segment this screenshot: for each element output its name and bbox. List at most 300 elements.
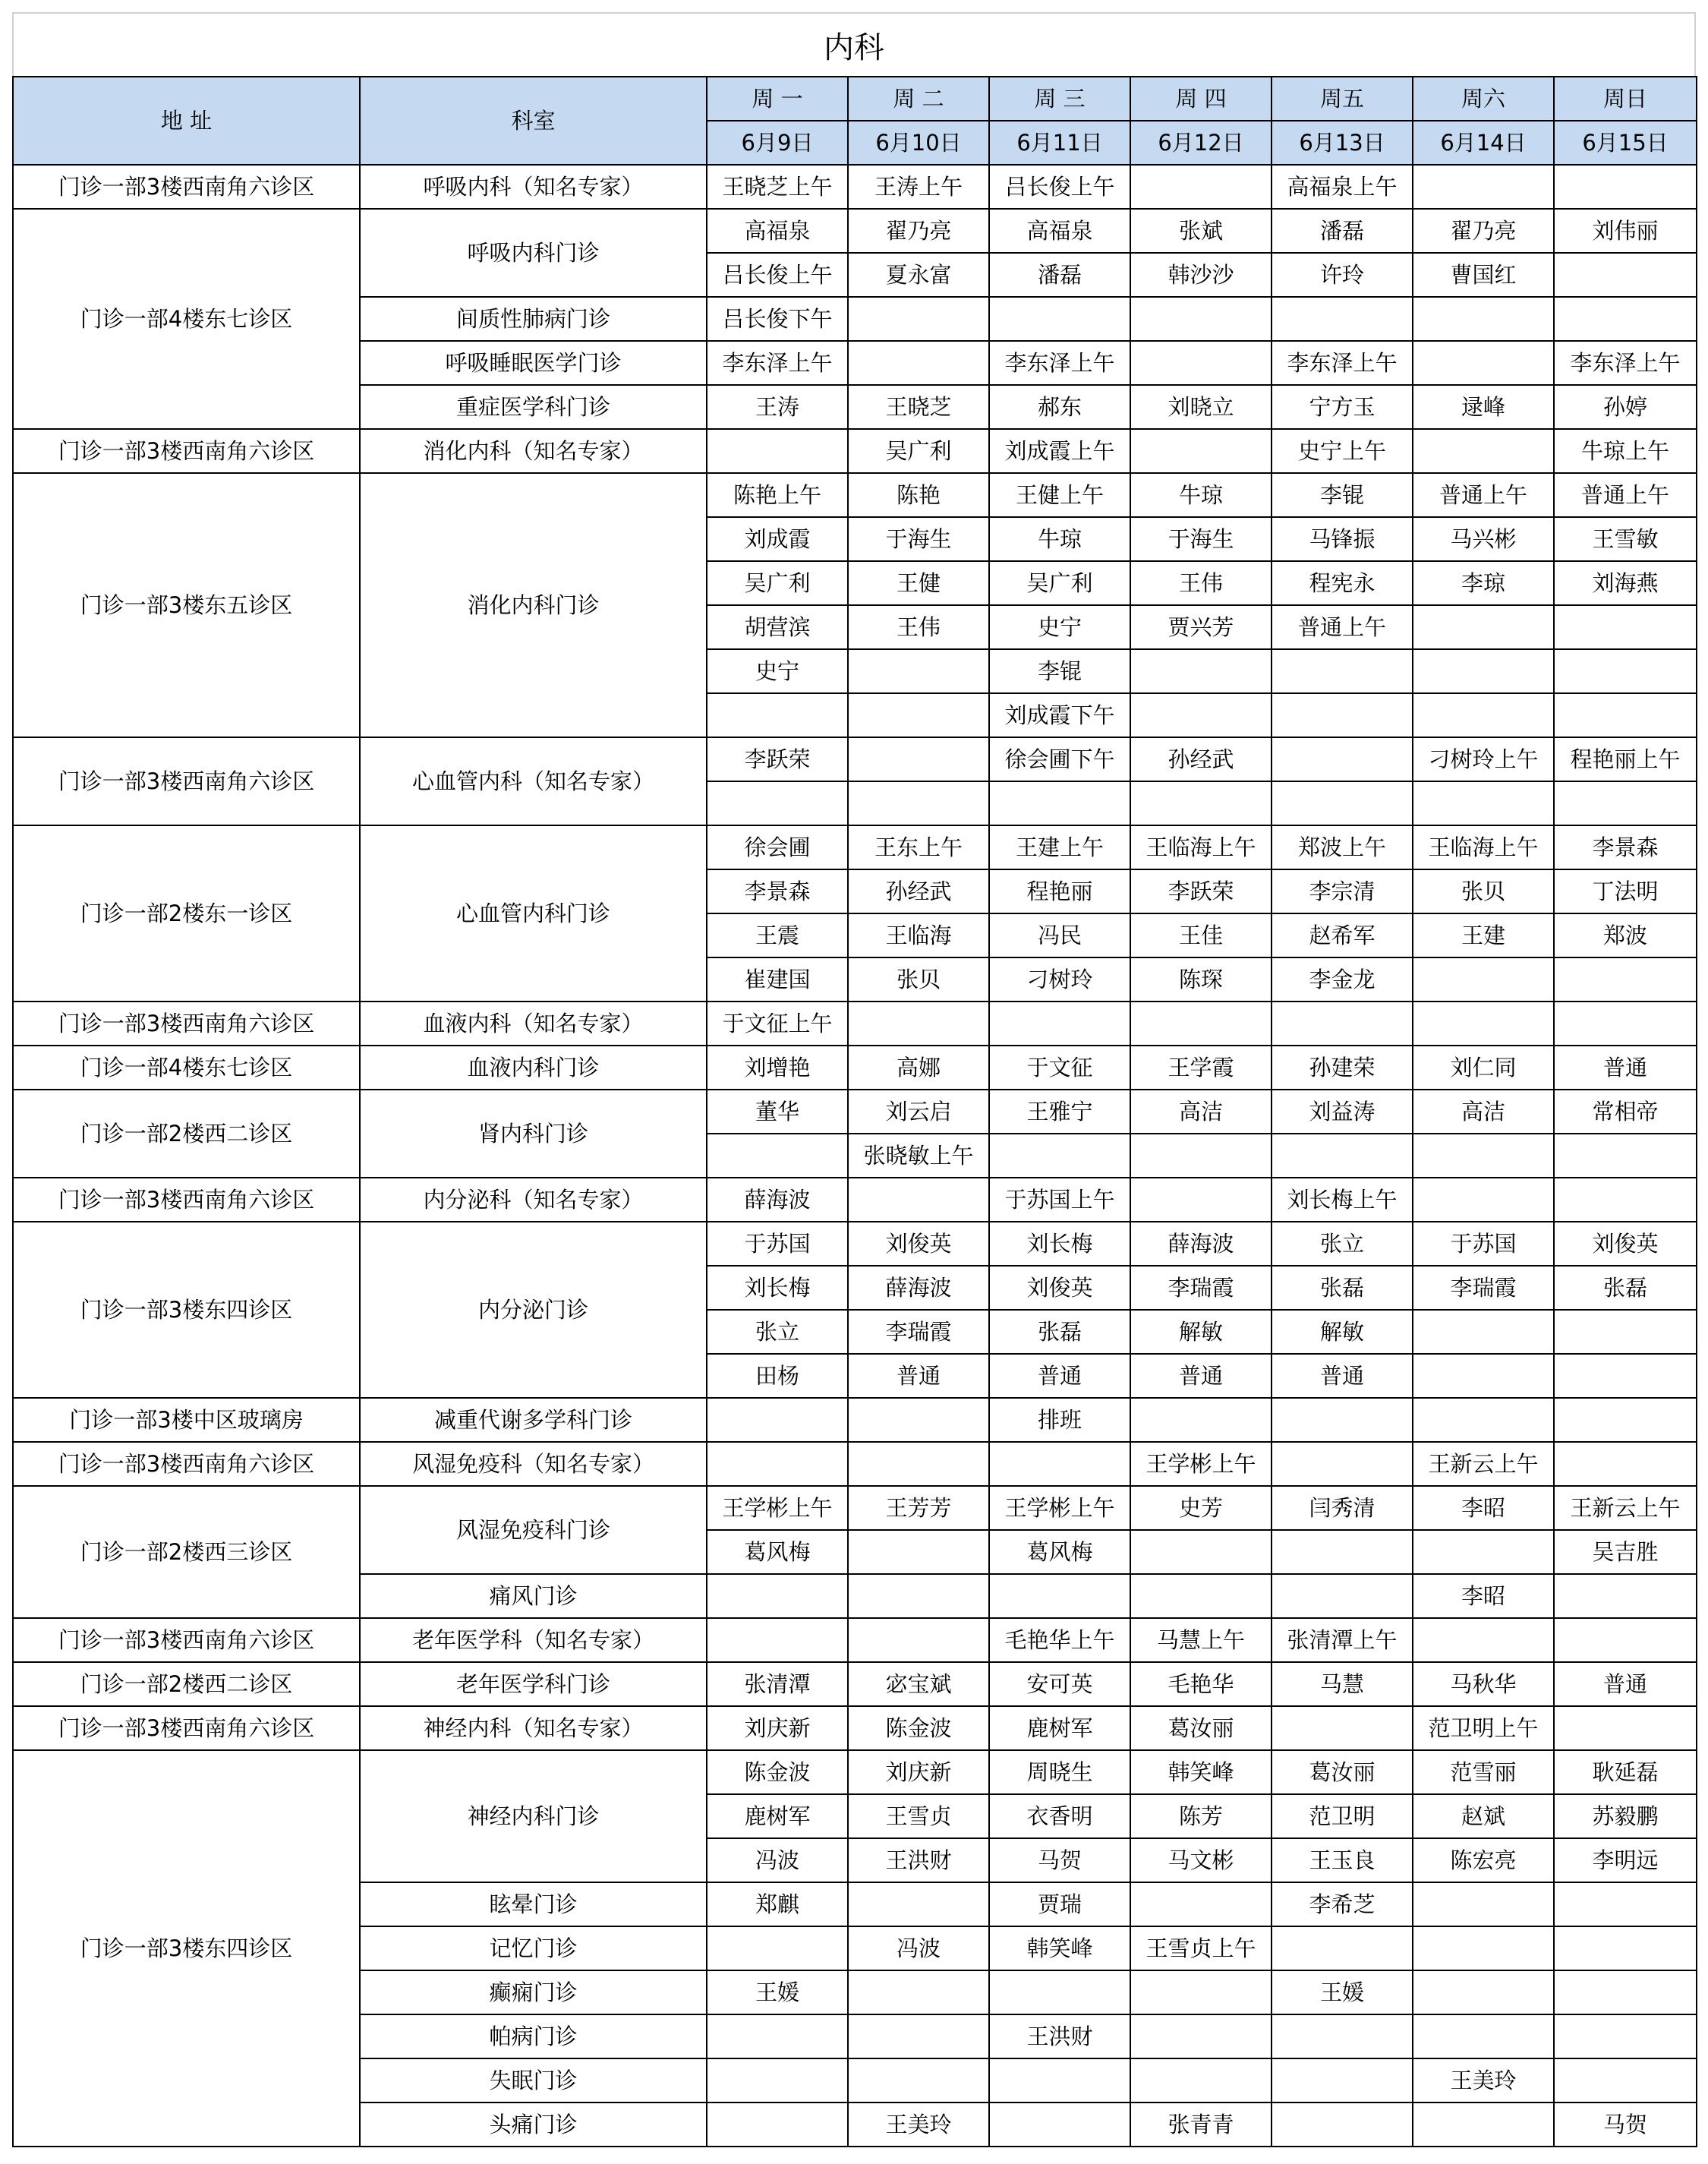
doctor-cell [1554, 1970, 1697, 2014]
address-cell: 门诊一部3楼西南角六诊区 [13, 1618, 360, 1662]
doctor-cell: 徐会圃 [707, 825, 848, 869]
doctor-cell [1554, 1178, 1697, 1222]
doctor-cell: 王媛 [707, 1970, 848, 2014]
table-row [13, 1486, 1697, 1530]
doctor-cell: 刘增艳 [707, 1046, 848, 1090]
doctor-cell: 刘晓立 [1130, 385, 1272, 429]
doctor-cell: 韩沙沙 [1130, 253, 1272, 297]
department-cell: 帕病门诊 [360, 2014, 707, 2058]
doctor-cell: 王涛 [707, 385, 848, 429]
doctor-cell: 王美玲 [1413, 2058, 1554, 2102]
doctor-cell [1130, 2058, 1272, 2102]
doctor-cell: 潘磊 [989, 253, 1130, 297]
doctor-cell [848, 649, 989, 693]
doctor-cell: 解敏 [1272, 1310, 1413, 1354]
doctor-cell: 李明远 [1554, 1838, 1697, 1882]
date-header: 6月15日 [1554, 121, 1697, 165]
address-cell: 门诊一部3楼东四诊区 [13, 1750, 360, 2147]
table-row [13, 1046, 1697, 1090]
doctor-cell [1413, 649, 1554, 693]
doctor-cell [1554, 1574, 1697, 1618]
table-row [13, 825, 1697, 869]
doctor-cell: 王建 [1413, 913, 1554, 957]
table-row [13, 473, 1697, 517]
doctor-cell [1272, 1706, 1413, 1750]
doctor-cell: 王健上午 [989, 473, 1130, 517]
doctor-cell: 张磊 [989, 1310, 1130, 1354]
doctor-cell: 于文征 [989, 1046, 1130, 1090]
doctor-cell: 韩笑峰 [989, 1926, 1130, 1970]
day-header: 周日 [1554, 77, 1697, 121]
doctor-cell: 王晓芝上午 [707, 165, 848, 209]
doctor-cell [1413, 1530, 1554, 1574]
department-cell: 呼吸内科门诊 [360, 209, 707, 297]
doctor-cell [848, 1442, 989, 1486]
doctor-cell: 刘云启 [848, 1090, 989, 1134]
doctor-cell: 马秋华 [1413, 1662, 1554, 1706]
doctor-cell: 王洪财 [989, 2014, 1130, 2058]
doctor-cell: 解敏 [1130, 1310, 1272, 1354]
date-header: 6月14日 [1413, 121, 1554, 165]
doctor-cell: 于文征上午 [707, 1002, 848, 1046]
doctor-cell: 薛海波 [1130, 1222, 1272, 1266]
doctor-cell [848, 2014, 989, 2058]
department-cell: 神经内科（知名专家） [360, 1706, 707, 1750]
doctor-cell: 李东泽上午 [1554, 341, 1697, 385]
doctor-cell [1130, 1970, 1272, 2014]
doctor-cell: 闫秀清 [1272, 1486, 1413, 1530]
doctor-cell: 张清潭 [707, 1662, 848, 1706]
doctor-cell [1554, 1354, 1697, 1398]
doctor-cell [707, 1618, 848, 1662]
doctor-cell: 李希芝 [1272, 1882, 1413, 1926]
doctor-cell: 王临海上午 [1413, 825, 1554, 869]
doctor-cell: 牛琼 [1130, 473, 1272, 517]
doctor-cell: 吴吉胜 [1554, 1530, 1697, 1574]
doctor-cell: 王临海上午 [1130, 825, 1272, 869]
department-cell: 失眠门诊 [360, 2058, 707, 2102]
doctor-cell: 李琼 [1413, 561, 1554, 605]
page-title: 内科 [12, 12, 1696, 76]
doctor-cell: 冯波 [848, 1926, 989, 1970]
doctor-cell: 刘庆新 [707, 1706, 848, 1750]
table-row [13, 209, 1697, 253]
doctor-cell: 赵希军 [1272, 913, 1413, 957]
table-row [13, 429, 1697, 473]
doctor-cell [1413, 1354, 1554, 1398]
doctor-cell [1413, 605, 1554, 649]
doctor-cell: 李昭 [1413, 1486, 1554, 1530]
table-body [13, 165, 1697, 2147]
address-cell: 门诊一部4楼东七诊区 [13, 1046, 360, 1090]
department-cell: 神经内科门诊 [360, 1750, 707, 1882]
doctor-cell: 郑波上午 [1272, 825, 1413, 869]
address-cell: 门诊一部3楼西南角六诊区 [13, 165, 360, 209]
doctor-cell: 鹿树军 [707, 1794, 848, 1838]
day-header: 周 一 [707, 77, 848, 121]
doctor-cell [1130, 297, 1272, 341]
department-cell: 记忆门诊 [360, 1926, 707, 1970]
doctor-cell: 王健 [848, 561, 989, 605]
doctor-cell: 鹿树军 [989, 1706, 1130, 1750]
doctor-cell: 马文彬 [1130, 1838, 1272, 1882]
doctor-cell: 于苏国 [1413, 1222, 1554, 1266]
doctor-cell: 吴广利 [707, 561, 848, 605]
doctor-cell: 李锟 [1272, 473, 1413, 517]
doctor-cell: 刘成霞上午 [989, 429, 1130, 473]
doctor-cell: 王学彬上午 [989, 1486, 1130, 1530]
doctor-cell: 普通 [1272, 1354, 1413, 1398]
department-cell: 风湿免疫科（知名专家） [360, 1442, 707, 1486]
doctor-cell: 董华 [707, 1090, 848, 1134]
doctor-cell: 李锟 [989, 649, 1130, 693]
doctor-cell: 史宁上午 [1272, 429, 1413, 473]
doctor-cell [1413, 1310, 1554, 1354]
doctor-cell: 王伟 [848, 605, 989, 649]
doctor-cell [1413, 1970, 1554, 2014]
doctor-cell: 冯民 [989, 913, 1130, 957]
doctor-cell [1413, 1178, 1554, 1222]
table-row [13, 165, 1697, 209]
doctor-cell [1554, 2014, 1697, 2058]
doctor-cell: 张立 [707, 1310, 848, 1354]
doctor-cell: 王学彬上午 [1130, 1442, 1272, 1486]
doctor-cell [848, 297, 989, 341]
doctor-cell [1554, 1926, 1697, 1970]
department-cell: 老年医学科门诊 [360, 1662, 707, 1706]
doctor-cell: 王新云上午 [1554, 1486, 1697, 1530]
address-cell: 门诊一部3楼东五诊区 [13, 473, 360, 737]
doctor-cell: 李瑞霞 [1130, 1266, 1272, 1310]
doctor-cell [848, 1970, 989, 2014]
doctor-cell [1554, 1882, 1697, 1926]
doctor-cell: 程宪永 [1272, 561, 1413, 605]
doctor-cell [1554, 1398, 1697, 1442]
doctor-cell: 高福泉 [707, 209, 848, 253]
doctor-cell: 刘海燕 [1554, 561, 1697, 605]
date-header: 6月10日 [848, 121, 989, 165]
doctor-cell [1130, 2014, 1272, 2058]
doctor-cell [1272, 2102, 1413, 2147]
doctor-cell: 赵斌 [1413, 1794, 1554, 1838]
address-cell: 门诊一部2楼西三诊区 [13, 1486, 360, 1618]
doctor-cell [1554, 957, 1697, 1002]
doctor-cell: 韩笑峰 [1130, 1750, 1272, 1794]
department-cell: 血液内科门诊 [360, 1046, 707, 1090]
doctor-cell [1272, 693, 1413, 737]
table-row [13, 1750, 1697, 1794]
doctor-cell: 马锋振 [1272, 517, 1413, 561]
doctor-cell: 马慧 [1272, 1662, 1413, 1706]
table-row [13, 1442, 1697, 1486]
doctor-cell: 排班 [989, 1398, 1130, 1442]
doctor-cell [989, 1002, 1130, 1046]
doctor-cell: 张立 [1272, 1222, 1413, 1266]
address-cell: 门诊一部3楼西南角六诊区 [13, 429, 360, 473]
department-cell: 呼吸睡眠医学门诊 [360, 341, 707, 385]
doctor-cell [1272, 1926, 1413, 1970]
doctor-cell: 刘长梅 [707, 1266, 848, 1310]
doctor-cell [1272, 737, 1413, 781]
doctor-cell: 常相帝 [1554, 1090, 1697, 1134]
doctor-cell: 贾兴芳 [1130, 605, 1272, 649]
doctor-cell: 王洪财 [848, 1838, 989, 1882]
doctor-cell [1130, 1002, 1272, 1046]
department-cell: 内分泌科（知名专家） [360, 1178, 707, 1222]
doctor-cell: 高洁 [1413, 1090, 1554, 1134]
doctor-cell: 耿延磊 [1554, 1750, 1697, 1794]
doctor-cell: 郑麒 [707, 1882, 848, 1926]
doctor-cell: 吴广利 [848, 429, 989, 473]
doctor-cell: 高福泉上午 [1272, 165, 1413, 209]
doctor-cell: 陈琛 [1130, 957, 1272, 1002]
schedule-sheet [12, 12, 1696, 2147]
table-row [13, 1662, 1697, 1706]
doctor-cell: 张斌 [1130, 209, 1272, 253]
doctor-cell [707, 693, 848, 737]
doctor-cell: 王学霞 [1130, 1046, 1272, 1090]
table-header [13, 77, 1697, 165]
doctor-cell: 葛风梅 [707, 1530, 848, 1574]
doctor-cell: 翟乃亮 [848, 209, 989, 253]
department-cell: 头痛门诊 [360, 2102, 707, 2147]
doctor-cell: 安可英 [989, 1662, 1130, 1706]
doctor-cell: 李东泽上午 [707, 341, 848, 385]
doctor-cell: 王建上午 [989, 825, 1130, 869]
department-cell: 减重代谢多学科门诊 [360, 1398, 707, 1442]
doctor-cell [848, 1398, 989, 1442]
doctor-cell: 陈宏亮 [1413, 1838, 1554, 1882]
doctor-cell [848, 1882, 989, 1926]
table-row [13, 1178, 1697, 1222]
address-cell: 门诊一部3楼中区玻璃房 [13, 1398, 360, 1442]
doctor-cell: 王东上午 [848, 825, 989, 869]
doctor-cell: 李景森 [707, 869, 848, 913]
doctor-cell [1554, 649, 1697, 693]
doctor-cell: 冯波 [707, 1838, 848, 1882]
doctor-cell [1413, 341, 1554, 385]
doctor-cell [1554, 1442, 1697, 1486]
doctor-cell: 李宗清 [1272, 869, 1413, 913]
doctor-cell: 毛艳华上午 [989, 1618, 1130, 1662]
department-cell: 肾内科门诊 [360, 1090, 707, 1178]
doctor-cell [989, 1134, 1130, 1178]
doctor-cell [707, 429, 848, 473]
doctor-cell [1130, 1178, 1272, 1222]
date-header: 6月9日 [707, 121, 848, 165]
date-header: 6月11日 [989, 121, 1130, 165]
department-cell: 重症医学科门诊 [360, 385, 707, 429]
doctor-cell: 孙建荣 [1272, 1046, 1413, 1090]
doctor-cell [848, 1618, 989, 1662]
department-cell: 呼吸内科（知名专家） [360, 165, 707, 209]
doctor-cell: 吕长俊上午 [707, 253, 848, 297]
doctor-cell [1130, 1530, 1272, 1574]
doctor-cell: 马兴彬 [1413, 517, 1554, 561]
doctor-cell [848, 781, 989, 825]
doctor-cell: 许玲 [1272, 253, 1413, 297]
department-header: 科室 [360, 77, 707, 165]
doctor-cell: 刁树玲 [989, 957, 1130, 1002]
doctor-cell: 张贝 [1413, 869, 1554, 913]
doctor-cell [1554, 1310, 1697, 1354]
doctor-cell: 夏永富 [848, 253, 989, 297]
doctor-cell [1130, 1398, 1272, 1442]
doctor-cell: 于苏国上午 [989, 1178, 1130, 1222]
doctor-cell [1554, 1134, 1697, 1178]
doctor-cell: 于海生 [848, 517, 989, 561]
day-header: 周 三 [989, 77, 1130, 121]
doctor-cell [1413, 297, 1554, 341]
doctor-cell: 刘仁同 [1413, 1046, 1554, 1090]
department-cell: 消化内科门诊 [360, 473, 707, 737]
doctor-cell [989, 2102, 1130, 2147]
doctor-cell: 史宁 [707, 649, 848, 693]
doctor-cell: 张青青 [1130, 2102, 1272, 2147]
doctor-cell [989, 2058, 1130, 2102]
doctor-cell [1272, 1574, 1413, 1618]
doctor-cell: 衣香明 [989, 1794, 1130, 1838]
doctor-cell: 李瑞霞 [848, 1310, 989, 1354]
table-row [13, 1090, 1697, 1134]
doctor-cell [1130, 781, 1272, 825]
address-cell: 门诊一部3楼西南角六诊区 [13, 1178, 360, 1222]
doctor-cell: 范卫明 [1272, 1794, 1413, 1838]
doctor-cell [707, 1398, 848, 1442]
doctor-cell [1272, 1134, 1413, 1178]
doctor-cell [1554, 1706, 1697, 1750]
doctor-cell: 普通上午 [1413, 473, 1554, 517]
department-cell: 心血管内科（知名专家） [360, 737, 707, 825]
doctor-cell: 刘伟丽 [1554, 209, 1697, 253]
address-cell: 门诊一部3楼西南角六诊区 [13, 1002, 360, 1046]
doctor-cell: 陈艳上午 [707, 473, 848, 517]
doctor-cell: 李景森 [1554, 825, 1697, 869]
department-cell: 间质性肺病门诊 [360, 297, 707, 341]
day-header: 周五 [1272, 77, 1413, 121]
doctor-cell: 李金龙 [1272, 957, 1413, 1002]
doctor-cell: 王雅宁 [989, 1090, 1130, 1134]
doctor-cell [1272, 1530, 1413, 1574]
doctor-cell: 贾瑞 [989, 1882, 1130, 1926]
department-cell: 血液内科（知名专家） [360, 1002, 707, 1046]
doctor-cell: 李东泽上午 [989, 341, 1130, 385]
doctor-cell [1272, 1442, 1413, 1486]
doctor-cell: 郑波 [1554, 913, 1697, 957]
address-cell: 门诊一部2楼西二诊区 [13, 1662, 360, 1706]
doctor-cell: 王伟 [1130, 561, 1272, 605]
doctor-cell [1554, 2058, 1697, 2102]
doctor-cell: 普通 [1130, 1354, 1272, 1398]
address-cell: 门诊一部3楼西南角六诊区 [13, 1442, 360, 1486]
doctor-cell [1413, 165, 1554, 209]
table-row [13, 1002, 1697, 1046]
doctor-cell: 普通 [848, 1354, 989, 1398]
table-row [13, 1706, 1697, 1750]
doctor-cell: 高福泉 [989, 209, 1130, 253]
doctor-cell: 刘长梅上午 [1272, 1178, 1413, 1222]
doctor-cell [989, 781, 1130, 825]
doctor-cell: 孙经武 [1130, 737, 1272, 781]
address-cell: 门诊一部4楼东七诊区 [13, 209, 360, 429]
doctor-cell [848, 693, 989, 737]
doctor-cell: 刘益涛 [1272, 1090, 1413, 1134]
doctor-cell [1413, 1926, 1554, 1970]
header-row-days [13, 77, 1697, 121]
doctor-cell [848, 737, 989, 781]
day-header: 周六 [1413, 77, 1554, 121]
doctor-cell: 徐会圃下午 [989, 737, 1130, 781]
doctor-cell: 普通 [1554, 1046, 1697, 1090]
doctor-cell [989, 1574, 1130, 1618]
doctor-cell [1413, 2102, 1554, 2147]
address-cell: 门诊一部3楼西南角六诊区 [13, 1706, 360, 1750]
doctor-cell: 陈金波 [707, 1750, 848, 1794]
doctor-cell: 吴广利 [989, 561, 1130, 605]
department-cell: 心血管内科门诊 [360, 825, 707, 1002]
doctor-cell: 普通上午 [1272, 605, 1413, 649]
doctor-cell: 程艳丽 [989, 869, 1130, 913]
doctor-cell: 田杨 [707, 1354, 848, 1398]
doctor-cell: 张晓敏上午 [848, 1134, 989, 1178]
doctor-cell: 周晓生 [989, 1750, 1130, 1794]
doctor-cell: 吕长俊上午 [989, 165, 1130, 209]
doctor-cell: 翟乃亮 [1413, 209, 1554, 253]
doctor-cell [1554, 165, 1697, 209]
doctor-cell [848, 1178, 989, 1222]
doctor-cell: 马贺 [989, 1838, 1130, 1882]
doctor-cell [1272, 2058, 1413, 2102]
department-cell: 风湿免疫科门诊 [360, 1486, 707, 1574]
doctor-cell: 刘成霞下午 [989, 693, 1130, 737]
address-cell: 门诊一部3楼东四诊区 [13, 1222, 360, 1398]
doctor-cell: 李瑞霞 [1413, 1266, 1554, 1310]
doctor-cell: 宁方玉 [1272, 385, 1413, 429]
doctor-cell [707, 2014, 848, 2058]
table-row [13, 1618, 1697, 1662]
doctor-cell [1272, 781, 1413, 825]
doctor-cell: 刘长梅 [989, 1222, 1130, 1266]
doctor-cell: 李东泽上午 [1272, 341, 1413, 385]
doctor-cell: 陈金波 [848, 1706, 989, 1750]
doctor-cell: 刁树玲上午 [1413, 737, 1554, 781]
doctor-cell [1413, 1134, 1554, 1178]
doctor-cell [989, 297, 1130, 341]
doctor-cell [989, 1970, 1130, 2014]
doctor-cell: 高洁 [1130, 1090, 1272, 1134]
doctor-cell: 刘俊英 [989, 1266, 1130, 1310]
doctor-cell: 吕长俊下午 [707, 297, 848, 341]
address-cell: 门诊一部3楼西南角六诊区 [13, 737, 360, 825]
doctor-cell: 李跃荣 [1130, 869, 1272, 913]
doctor-cell [848, 341, 989, 385]
doctor-cell: 王临海 [848, 913, 989, 957]
doctor-cell: 葛风梅 [989, 1530, 1130, 1574]
doctor-cell: 王震 [707, 913, 848, 957]
date-header: 6月12日 [1130, 121, 1272, 165]
doctor-cell [1413, 957, 1554, 1002]
doctor-cell [1413, 2014, 1554, 2058]
address-cell: 门诊一部2楼西二诊区 [13, 1090, 360, 1178]
doctor-cell [1554, 253, 1697, 297]
doctor-cell [1272, 649, 1413, 693]
day-header: 周 四 [1130, 77, 1272, 121]
doctor-cell: 王媛 [1272, 1970, 1413, 2014]
doctor-cell: 葛汝丽 [1130, 1706, 1272, 1750]
doctor-cell [1272, 297, 1413, 341]
doctor-cell: 刘俊英 [848, 1222, 989, 1266]
doctor-cell: 王佳 [1130, 913, 1272, 957]
